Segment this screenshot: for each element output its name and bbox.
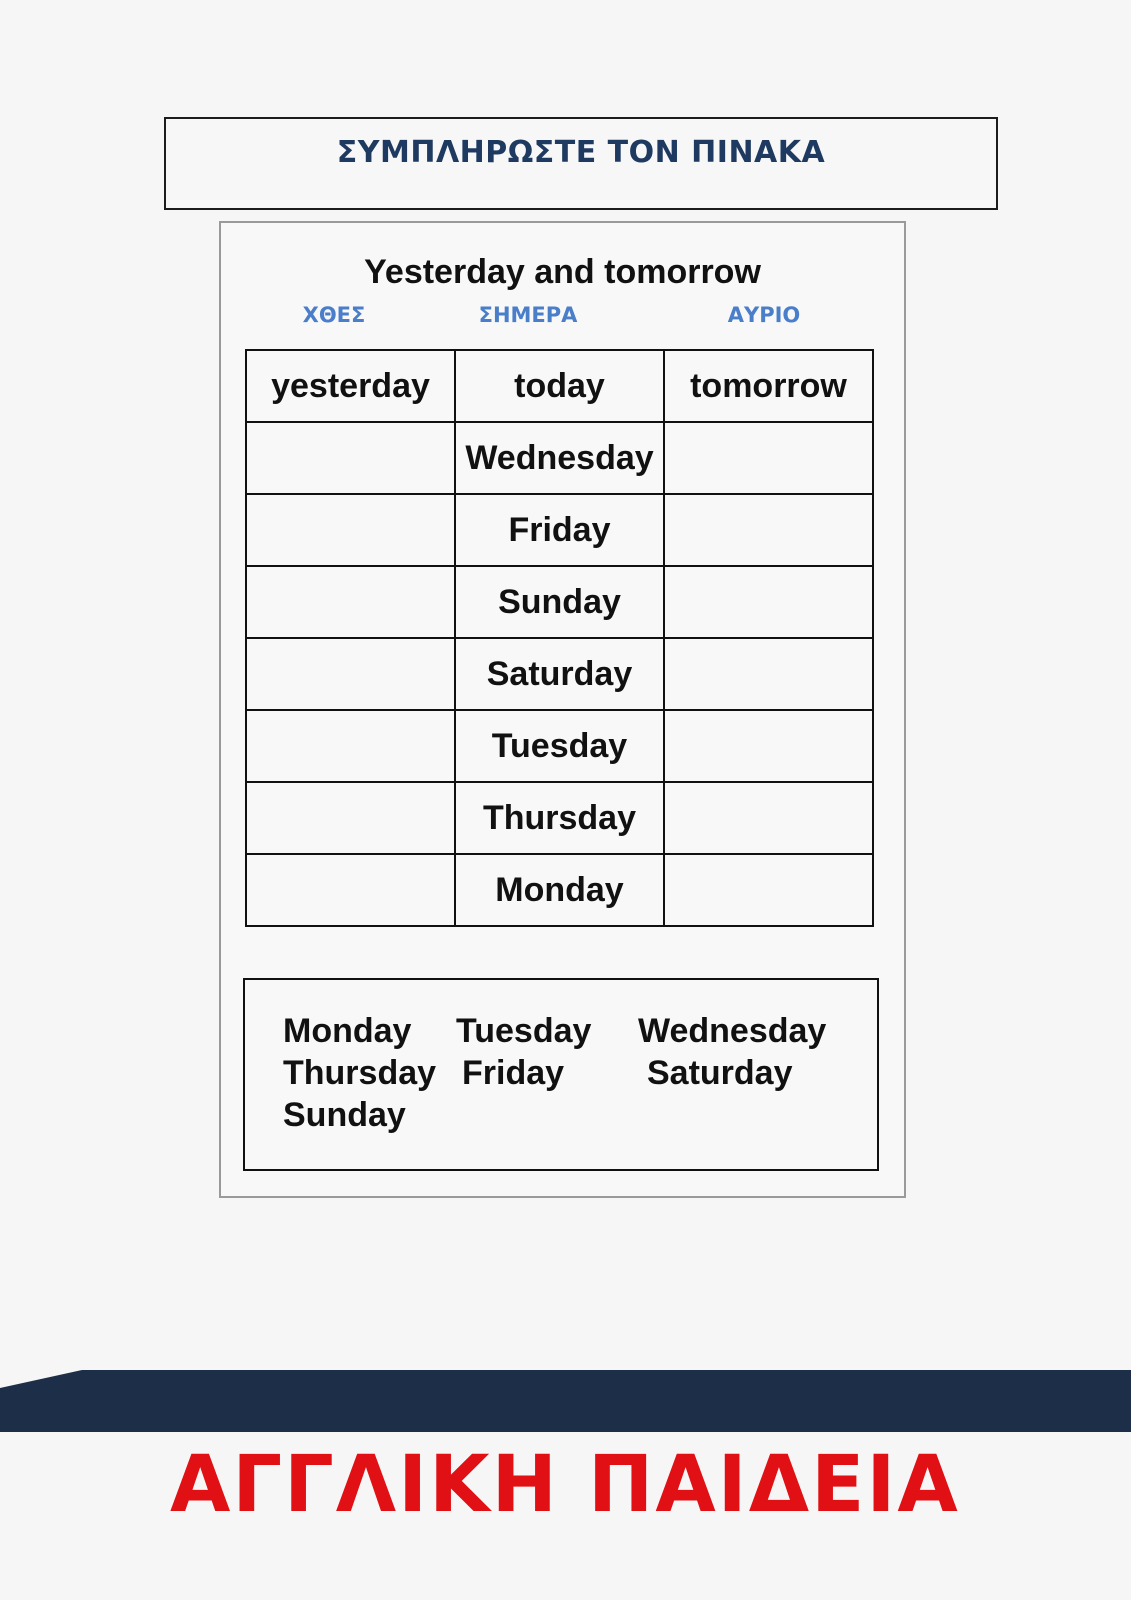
header-yesterday: yesterday bbox=[246, 350, 455, 422]
word-bank-item: Tuesday bbox=[456, 1012, 592, 1050]
today-cell: Monday bbox=[455, 854, 664, 926]
yesterday-cell[interactable] bbox=[246, 854, 455, 926]
tomorrow-cell[interactable] bbox=[664, 422, 873, 494]
today-cell: Saturday bbox=[455, 638, 664, 710]
yesterday-cell[interactable] bbox=[246, 566, 455, 638]
yesterday-cell[interactable] bbox=[246, 422, 455, 494]
greek-label-tomorrow: ΑΥΡΙΟ bbox=[727, 303, 801, 327]
table-header-row bbox=[246, 350, 873, 422]
tomorrow-cell[interactable] bbox=[664, 854, 873, 926]
header-today: today bbox=[455, 350, 664, 422]
tomorrow-cell[interactable] bbox=[664, 494, 873, 566]
tomorrow-cell[interactable] bbox=[664, 566, 873, 638]
word-bank-item: Saturday bbox=[647, 1054, 793, 1092]
word-bank-item: Thursday bbox=[283, 1054, 437, 1092]
tomorrow-cell[interactable] bbox=[664, 710, 873, 782]
greek-label-today: ΣΗΜΕΡΑ bbox=[478, 303, 578, 327]
tomorrow-cell[interactable] bbox=[664, 638, 873, 710]
word-bank bbox=[243, 978, 879, 1171]
yesterday-cell[interactable] bbox=[246, 782, 455, 854]
table-row bbox=[246, 422, 873, 494]
worksheet bbox=[219, 221, 906, 1198]
instruction-box bbox=[164, 117, 998, 210]
footer-title: ΑΓΓΛΙΚΗ ΠΑΙΔΕΙΑ bbox=[170, 1440, 960, 1530]
table-row bbox=[246, 494, 873, 566]
word-bank-item: Wednesday bbox=[638, 1012, 827, 1050]
today-cell: Tuesday bbox=[455, 710, 664, 782]
yesterday-cell[interactable] bbox=[246, 638, 455, 710]
table-row bbox=[246, 854, 873, 926]
table-row bbox=[246, 566, 873, 638]
instruction-text: ΣΥΜΠΛΗΡΩΣΤΕ ΤΟΝ ΠΙΝΑΚΑ bbox=[336, 135, 826, 170]
word-bank-item: Sunday bbox=[283, 1096, 406, 1134]
yesterday-cell[interactable] bbox=[246, 494, 455, 566]
footer-band bbox=[0, 1370, 1131, 1432]
yesterday-cell[interactable] bbox=[246, 710, 455, 782]
tomorrow-cell[interactable] bbox=[664, 782, 873, 854]
greek-label-yesterday: ΧΘΕΣ bbox=[302, 303, 366, 327]
word-bank-item: Monday bbox=[283, 1012, 412, 1050]
today-cell: Friday bbox=[455, 494, 664, 566]
today-cell: Sunday bbox=[455, 566, 664, 638]
days-table bbox=[245, 349, 874, 927]
table-row bbox=[246, 710, 873, 782]
word-bank-item: Friday bbox=[462, 1054, 565, 1092]
table-row bbox=[246, 782, 873, 854]
table-row bbox=[246, 638, 873, 710]
header-tomorrow: tomorrow bbox=[664, 350, 873, 422]
worksheet-title: Yesterday and tomorrow bbox=[364, 253, 761, 291]
today-cell: Thursday bbox=[455, 782, 664, 854]
today-cell: Wednesday bbox=[455, 422, 664, 494]
